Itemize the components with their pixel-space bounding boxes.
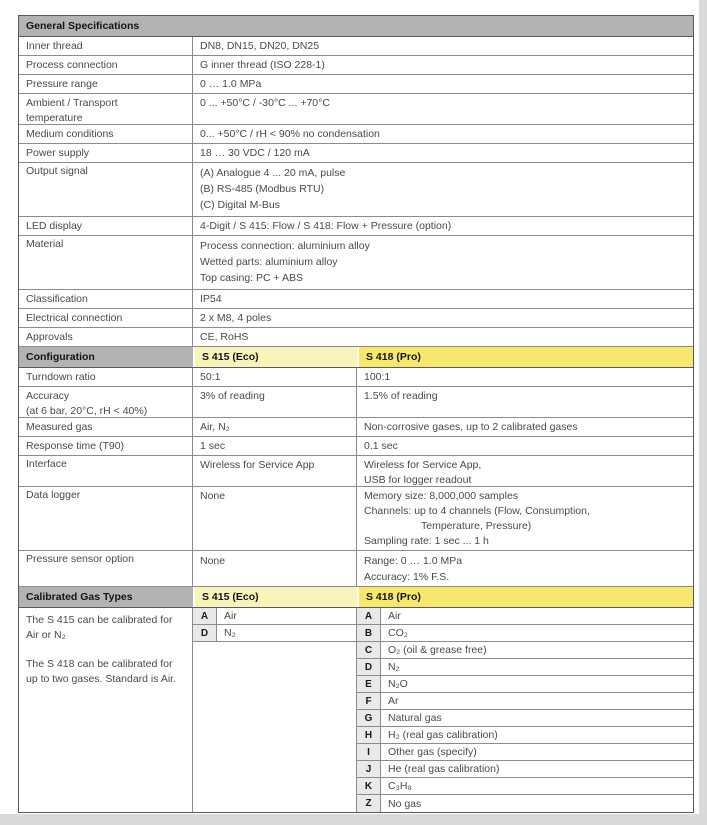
gas-code: D — [193, 625, 217, 641]
config-row-data-logger — [19, 487, 693, 551]
row-value: 2 x M8, 4 poles — [200, 312, 272, 324]
gas-row — [357, 744, 693, 761]
row-label: Measured gas — [19, 418, 193, 436]
specification-table — [18, 15, 694, 813]
row-label: Inner thread — [19, 37, 193, 55]
row-value: 0 … 1.0 MPa — [200, 78, 262, 90]
gas-code: Z — [357, 795, 381, 812]
spec-row-material — [19, 236, 693, 290]
gas-name: N₂ — [224, 627, 236, 639]
row-value: DN8, DN15, DN20, DN25 — [200, 40, 320, 52]
config-row-pressure-sensor-option — [19, 551, 693, 587]
spec-row-pressure-range — [19, 75, 693, 94]
gas-code: A — [193, 608, 217, 624]
gas-code: I — [357, 744, 381, 760]
gas-row — [357, 608, 693, 625]
pro-value: Non-corrosive gases, up to 2 calibrated gases — [364, 421, 578, 433]
pro-value: Wireless for Service App, USB for logger readout — [364, 459, 482, 486]
gas-code: K — [357, 778, 381, 794]
config-row-measured-gas — [19, 418, 693, 437]
gas-row — [357, 676, 693, 693]
gas-name: N₂ — [388, 661, 400, 673]
eco-value: 50:1 — [193, 368, 357, 386]
row-label: Data logger — [19, 487, 193, 550]
row-label: Turndown ratio — [19, 368, 193, 386]
note-s415: The S 415 can be calibrated for Air or N₂ — [26, 614, 173, 641]
pro-value: Range: 0 … 1.0 MPa Accuracy: 1% F.S. — [364, 555, 463, 583]
spec-row-ambient-temperature — [19, 94, 693, 125]
row-value: IP54 — [200, 293, 222, 305]
row-label: Response time (T90) — [19, 437, 193, 455]
spec-row-output-signal — [19, 163, 693, 217]
pro-value: 100:1 — [364, 371, 391, 383]
gas-code: A — [357, 608, 381, 624]
spec-row-medium-conditions — [19, 125, 693, 144]
row-label: Pressure sensor option — [19, 551, 193, 586]
row-label: LED display — [19, 217, 193, 235]
spec-row-power-supply — [19, 144, 693, 163]
section-title-configuration: Configuration — [26, 351, 95, 363]
eco-value: 1 sec — [193, 437, 357, 455]
gas-code: B — [357, 625, 381, 641]
eco-value: None — [193, 487, 357, 550]
gas-code: J — [357, 761, 381, 777]
row-label: Classification — [19, 290, 193, 308]
gas-column-s418 — [357, 608, 693, 812]
spec-row-electrical-connection — [19, 309, 693, 328]
gas-name: N₂O — [388, 678, 408, 690]
eco-value: Wireless for Service App — [193, 456, 357, 486]
row-value: Process connection: aluminium alloy Wetted parts: aluminium alloy Top casing: PC + ABS — [200, 240, 370, 284]
config-row-accuracy — [19, 387, 693, 418]
row-value: 0 ... +50°C / -30°C ... +70°C — [200, 97, 330, 109]
gas-row — [357, 642, 693, 659]
gas-code: E — [357, 676, 381, 692]
row-value: G inner thread (ISO 228-1) — [200, 59, 325, 71]
row-label: Accuracy (at 6 bar, 20°C, rH < 40%) — [19, 387, 193, 417]
config-row-response-time — [19, 437, 693, 456]
section-header-general — [19, 16, 693, 37]
row-value: (A) Analogue 4 ... 20 mA, pulse (B) RS-485 (Modbus RTU) (C) Digital M-Bus — [200, 167, 346, 211]
eco-value: 3% of reading — [193, 387, 357, 417]
section-title-general: General Specifications — [26, 20, 140, 32]
section-header-configuration — [19, 347, 693, 368]
gas-row — [193, 625, 356, 642]
gas-name: Natural gas — [388, 712, 442, 724]
column-header-s415-eco: S 415 (Eco) — [193, 347, 357, 367]
gas-name: Ar — [388, 695, 399, 707]
gas-row — [357, 625, 693, 642]
row-value: 18 … 30 VDC / 120 mA — [200, 147, 310, 159]
eco-value: Air, N₂ — [193, 418, 357, 436]
gas-calibration-note — [19, 608, 193, 812]
gas-code: D — [357, 659, 381, 675]
spec-row-process-connection — [19, 56, 693, 75]
spec-row-inner-thread — [19, 37, 693, 56]
gas-row — [357, 659, 693, 676]
pro-value: 0.1 sec — [364, 440, 398, 452]
gas-code: H — [357, 727, 381, 743]
column-header-s415-eco: S 415 (Eco) — [193, 587, 357, 607]
section-title-calibrated-gas-types: Calibrated Gas Types — [26, 591, 133, 603]
note-s418: The S 418 can be calibrated for up to two gases. Standard is Air. — [26, 658, 177, 685]
column-header-s418-pro: S 418 (Pro) — [357, 587, 693, 607]
gas-code: G — [357, 710, 381, 726]
gas-name: Air — [388, 610, 401, 622]
eco-value: None — [193, 551, 357, 586]
config-row-turndown-ratio — [19, 368, 693, 387]
gas-name: No gas — [388, 797, 422, 810]
row-value: 0... +50°C / rH < 90% no condensation — [200, 128, 380, 140]
gas-name: He (real gas calibration) — [388, 763, 500, 775]
row-label: Process connection — [19, 56, 193, 74]
gas-row — [357, 693, 693, 710]
spec-row-classification — [19, 290, 693, 309]
gas-name: Air — [224, 610, 237, 622]
spec-row-approvals — [19, 328, 693, 347]
column-header-s418-pro: S 418 (Pro) — [357, 347, 693, 367]
gas-row — [357, 727, 693, 744]
row-label: Material — [19, 236, 193, 289]
row-label: Ambient / Transport temperature — [19, 94, 193, 124]
gas-name: H₂ (real gas calibration) — [388, 729, 498, 741]
section-header-calibrated-gas-types — [19, 587, 693, 608]
gas-row — [357, 795, 693, 812]
page-edge-right — [699, 0, 707, 825]
row-value: CE, RoHS — [200, 331, 249, 343]
page-edge-bottom — [0, 814, 707, 825]
row-label: Power supply — [19, 144, 193, 162]
gas-row — [357, 710, 693, 727]
gas-row — [193, 608, 356, 625]
config-row-interface — [19, 456, 693, 487]
pro-value: 1.5% of reading — [364, 390, 438, 402]
row-label: Electrical connection — [19, 309, 193, 327]
pro-value: Memory size: 8,000,000 samples Channels: up to 4 channels (Flow, Consumption, Temperature, Pressure) Sampling rate: 1 sec ... 1 h — [364, 490, 590, 547]
gas-code: C — [357, 642, 381, 658]
gas-row — [357, 778, 693, 795]
gas-types-section — [19, 608, 693, 812]
row-label: Pressure range — [19, 75, 193, 93]
gas-code: F — [357, 693, 381, 709]
gas-name: C₃H₈ — [388, 780, 412, 792]
gas-column-s415 — [193, 608, 357, 812]
row-label: Output signal — [19, 163, 193, 216]
row-label: Approvals — [19, 328, 193, 346]
row-label: Interface — [19, 456, 193, 486]
gas-name: Other gas (specify) — [388, 746, 477, 758]
row-label: Medium conditions — [19, 125, 193, 143]
gas-row — [357, 761, 693, 778]
gas-name: O₂ (oil & grease free) — [388, 644, 487, 656]
row-value: 4-Digit / S 415: Flow / S 418: Flow + Pressure (option) — [200, 220, 452, 232]
spec-row-led-display — [19, 217, 693, 236]
gas-name: CO₂ — [388, 627, 408, 639]
